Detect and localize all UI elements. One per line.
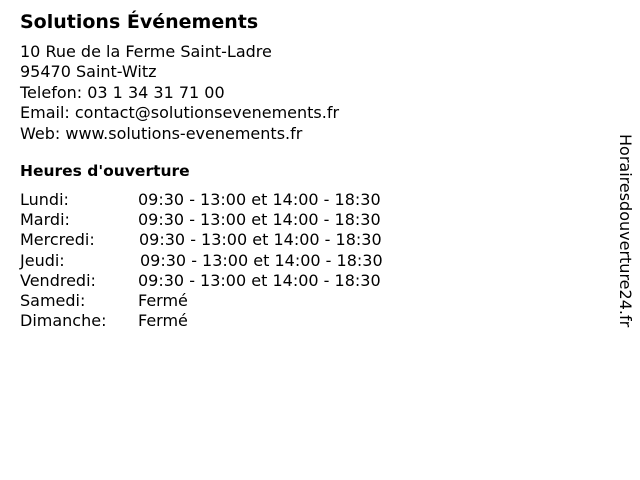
email-line: Email: contact@solutionsevenements.fr [20, 103, 340, 123]
opening-hours-table [20, 190, 600, 331]
address-street: 10 Rue de la Ferme Saint-Ladre [20, 42, 272, 61]
hours-row-dimanche [20, 311, 600, 331]
opening-hours-title: Heures d'ouverture [20, 162, 190, 181]
day-label: Mercredi: [20, 230, 95, 250]
day-label: Vendredi: [20, 270, 96, 290]
hours-row-vendredi [20, 271, 600, 291]
day-label: Jeudi: [20, 250, 65, 270]
hours-row-mercredi [20, 230, 600, 250]
day-hours: 09:30 - 13:00 et 14:00 - 18:30 [139, 230, 382, 250]
hours-row-lundi [20, 190, 600, 210]
hours-row-jeudi [20, 251, 600, 271]
hours-row-samedi [20, 291, 600, 311]
day-hours: 09:30 - 13:00 et 14:00 - 18:30 [138, 210, 381, 230]
day-label: Samedi: [20, 291, 86, 311]
day-label: Lundi: [20, 190, 69, 210]
hours-row-mardi [20, 210, 600, 230]
day-hours: 09:30 - 13:00 et 14:00 - 18:30 [138, 190, 381, 210]
day-hours: Fermé [138, 311, 188, 331]
website-line: Web: www.solutions-evenements.fr [20, 123, 303, 143]
watermark-site-label: Horairesdouverture24.fr [616, 134, 635, 328]
phone-line: Telefon: 03 1 34 31 71 00 [20, 82, 225, 102]
day-hours: Fermé [138, 291, 188, 311]
day-hours: 09:30 - 13:00 et 14:00 - 18:30 [138, 270, 381, 290]
day-label: Dimanche: [20, 311, 107, 331]
address-city: 95470 Saint-Witz [20, 62, 157, 82]
business-card [20, 10, 600, 331]
business-name: Solutions Événements [20, 11, 259, 33]
day-label: Mardi: [20, 210, 70, 230]
day-hours: 09:30 - 13:00 et 14:00 - 18:30 [140, 250, 383, 270]
